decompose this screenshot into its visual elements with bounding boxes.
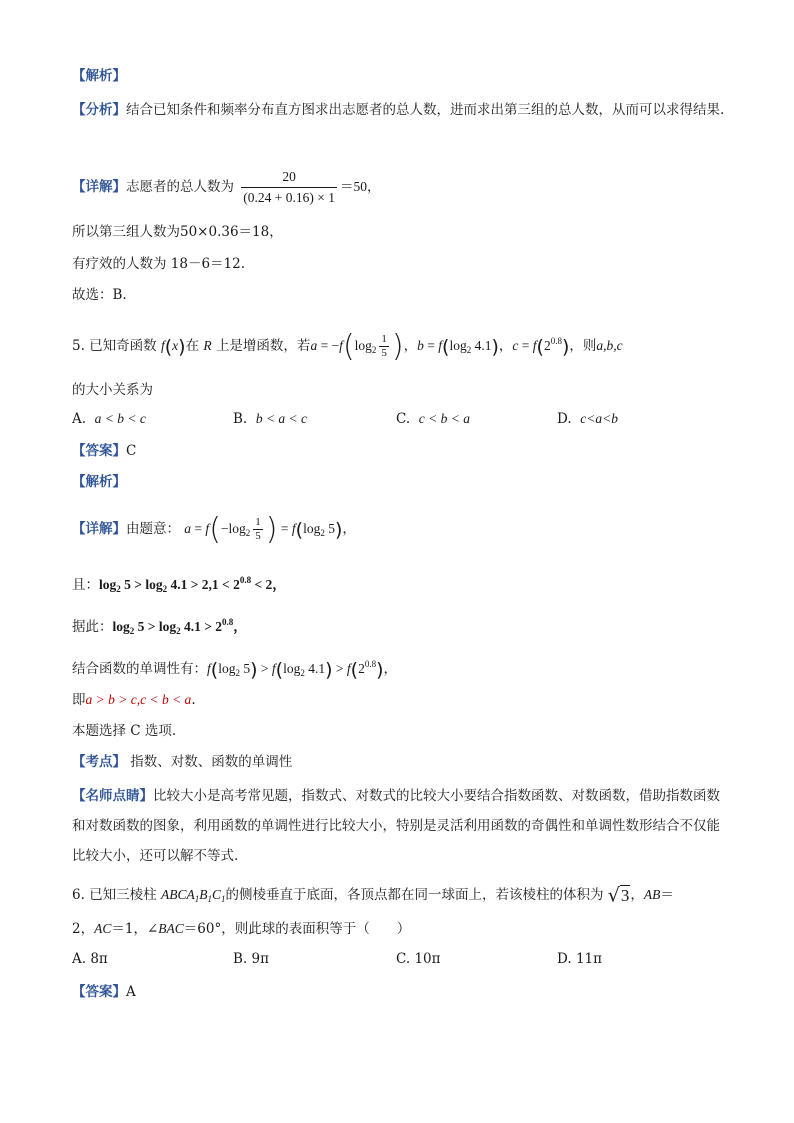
q4-line3 [72, 254, 732, 274]
q5-jiexi-line [72, 472, 732, 492]
q5-stem-c: 上是增函数，若 [215, 338, 311, 354]
q6-BAC: BAC [158, 921, 184, 936]
q4-line2 [72, 222, 732, 242]
q5-detail-line [72, 504, 732, 554]
q4-line2-text: 所以第三组人数为50×0.36＝18， [72, 224, 283, 240]
q5-c-def: $c = f(2^{0.8})$ [512, 335, 570, 358]
q6-option-a-expr: 8π [90, 951, 108, 967]
q6-option-a-letter: A. [72, 951, 87, 967]
q4-detail-prefix: 志愿者的总人数为 [126, 179, 234, 195]
jiexi-label: 【解析】 [72, 68, 126, 84]
q5-ji-prefix: 即 [72, 692, 86, 708]
q6-answer-line [72, 982, 732, 1002]
q6-sqrt3: √3 [607, 884, 630, 907]
q5-option-c-letter: C. [396, 411, 411, 427]
q4-frac-num: 20 [241, 167, 337, 188]
q6-option-d [557, 951, 602, 967]
q4-line4 [72, 285, 732, 305]
q5-qie-prefix: 且： [72, 577, 99, 593]
q5-qie-line [72, 570, 732, 599]
q5-stem-b: 在 [185, 338, 200, 354]
q5-ji-suffix: . [191, 692, 196, 708]
mingshi-label: 【名师点睛】 [72, 788, 153, 804]
q5-a-def: $a = -f(\log_2$ $\frac{1}{5}$ ) [310, 328, 404, 364]
q6-stem-a: 已知三棱柱 [89, 887, 157, 903]
q5-detail-expr: $a = f(-\log_2$ $\frac{1}{5}$ ) = $f(\log_2$ 5)， [184, 511, 356, 547]
q5-daan-label: 【答案】 [72, 443, 126, 459]
q6-stem-c: ， [630, 887, 644, 903]
q6-stem-d: ＝ [660, 887, 674, 903]
q6-daan-label: 【答案】 [72, 984, 126, 1000]
q5-ju-expr: $\log_2 5 > \log_2 4.1 > 2^{0.8}$， [112, 617, 247, 636]
q5-mingshi-paragraph [72, 781, 732, 871]
q6-option-b-letter: B. [233, 951, 248, 967]
analysis-heading [72, 66, 732, 86]
q5-option-a-letter: A. [72, 411, 87, 427]
q5-xiangjie-label: 【详解】 [72, 521, 126, 537]
q6-option-d-expr: 11π [575, 951, 602, 967]
q5-jiexi-label: 【解析】 [72, 474, 126, 490]
q6-AC: AC [94, 921, 112, 936]
q5-jie-line [72, 651, 732, 681]
q6-option-a [72, 951, 108, 967]
q5-option-b [233, 411, 307, 427]
q5-kaodian-text: 指数、对数、函数的单调性 [130, 754, 293, 770]
q5-kaodian-line [72, 752, 732, 772]
q5-number: 5. [72, 338, 85, 354]
q6-stem-line2-a: 2， [72, 921, 95, 937]
q6-option-c [396, 951, 441, 967]
q5-answer-line [72, 441, 732, 461]
q4-line3-text: 有疗效的人数为 18－6＝12. [72, 256, 246, 272]
q6-stem-line1 [72, 880, 732, 910]
q5-option-c [396, 411, 470, 427]
q5-vars: a,b,c [596, 338, 623, 353]
q5-ji-line [72, 690, 732, 710]
q5-option-a-expr: a < b < c [94, 411, 146, 426]
q5-ji-expr: a > b > c,c < b < a [85, 692, 192, 707]
q5-stem-a: 已知奇函数 [89, 338, 157, 354]
q5-mingshi-text: 比较大小是高考常见题，指数式、对数式的比较大小要结合指数函数、对数函数，借助指数函数和对数函数的图象，利用函数的单调性进行比较大小，特别是灵活利用函数的奇偶性和单调性数形结合不仅能比较大小，还可以解不等式. [72, 788, 720, 864]
q5-option-b-expr: b < a < c [255, 411, 308, 426]
q4-detail-result: ＝50， [340, 179, 381, 194]
q5-stem-line1: 5. 已知奇函数 f(x)在 R 上是增函数，若$a = -f(\log_2$ $\frac{1}{5}$ )，$b = f(\log_2$ 4.1)，$c = f(2^{0.8})$，则a,b,c [72, 328, 623, 364]
q4-detail-line [72, 162, 732, 212]
q5-option-a [72, 411, 146, 427]
q5-jie-expr: $f(\log_2$ $5) > f(\log_2$ $4.1) > f(2^{0.8})$， [207, 658, 397, 681]
fenxi-label: 【分析】 [72, 102, 126, 118]
q6-prism-name: $ABCA_1B_1C_1$ [160, 887, 226, 904]
q5-select-text: 本题选择 C 选项. [72, 723, 177, 739]
q5-option-d [557, 411, 618, 427]
q5-ju-prefix: 据此： [72, 619, 113, 635]
q5-qie-expr: $\log_2 5 > \log_2 4.1 > 2,1 < 2^{0.8} < 2$， [99, 575, 286, 594]
q6-answer: A [126, 984, 136, 1000]
xiangjie-label: 【详解】 [72, 179, 126, 195]
q4-fenxi-paragraph [72, 95, 732, 125]
q5-option-d-letter: D. [557, 411, 572, 427]
q5-select-line [72, 721, 732, 741]
q5-ju-line [72, 612, 732, 641]
q6-stem-line2-c: ＝60°，则此球的表面积等于（ ） [183, 921, 411, 937]
q5-stem-d: ，则 [569, 338, 597, 354]
q5-option-c-expr: c < b < a [418, 411, 470, 426]
q4-fraction [241, 167, 337, 208]
q5-option-d-expr: c<a<b [580, 411, 618, 426]
kaodian-label: 【考点】 [72, 754, 126, 770]
q6-stem-b: 的侧棱垂直于底面，各顶点都在同一球面上，若该棱柱的体积为 [225, 887, 604, 903]
q5-detail-prefix: 由题意： [126, 521, 180, 537]
q6-option-b-expr: 9π [251, 951, 269, 967]
q5-jie-prefix: 结合函数的单调性有： [72, 661, 207, 677]
q6-option-c-expr: 10π [414, 951, 441, 967]
q6-option-d-letter: D. [557, 951, 572, 967]
q4-fenxi-text: 结合已知条件和频率分布直方图求出志愿者的总人数，进而求出第三组的总人数，从而可以求得结果. [126, 102, 725, 118]
q6-stem-line2-b: ＝1，∠ [111, 921, 159, 937]
q6-number: 6. [72, 887, 85, 903]
q5-stem-line2-text: 的大小关系为 [72, 382, 153, 398]
q5-b-def: $b = f(\log_2$ 4.1) [417, 335, 499, 358]
q6-stem-line2 [72, 919, 732, 939]
q5-answer: C [126, 443, 137, 459]
q5-R: R [203, 338, 212, 353]
q4-frac-den: (0.24 + 0.16) × 1 [243, 190, 336, 205]
q5-option-b-letter: B. [233, 411, 248, 427]
q5-f-of-x: f(x) [160, 335, 186, 358]
q6-option-c-letter: C. [396, 951, 411, 967]
q6-AB: AB [643, 887, 661, 902]
q6-option-b [233, 951, 269, 967]
q4-line4-text: 故选：B. [72, 287, 127, 303]
q5-stem-line2 [72, 380, 732, 400]
